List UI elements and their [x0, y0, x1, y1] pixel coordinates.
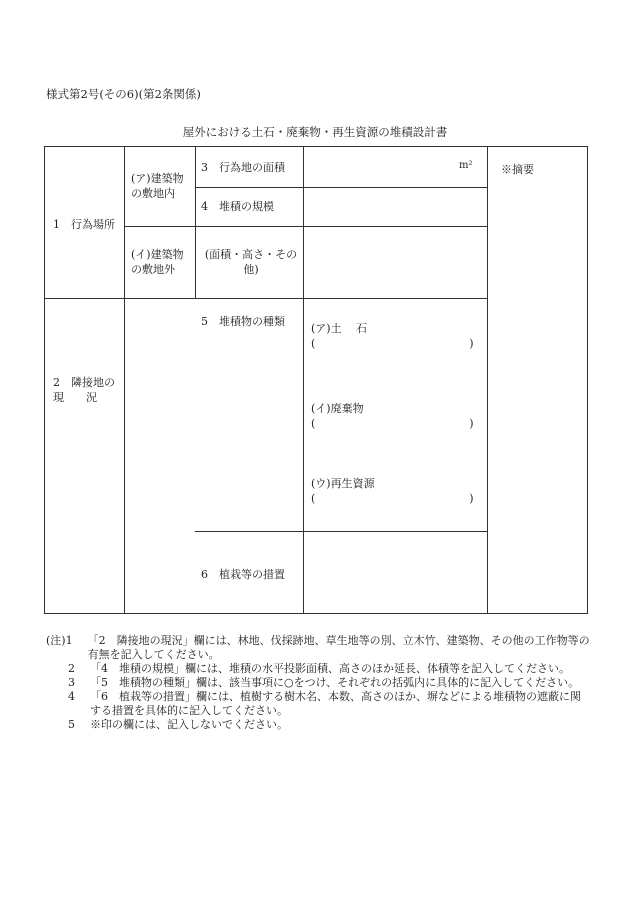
- column-divider: [487, 147, 488, 614]
- inside-site-label: (ア)建築物の敷地内: [131, 172, 184, 200]
- form-number: 様式第2号(その6)(第2条関係): [46, 87, 201, 101]
- note-item: [46, 676, 591, 690]
- material-paren: ( ): [311, 417, 474, 430]
- material-paren: ( ): [311, 492, 474, 505]
- material-label: 5 堆積物の種類: [201, 315, 285, 328]
- outside-site-label: (イ)建築物の敷地外: [131, 248, 184, 276]
- scale-note: (面積・高さ・その他): [204, 248, 298, 276]
- column-divider: [195, 147, 196, 299]
- row-divider: [45, 298, 487, 299]
- material-name: (ア)土 石: [311, 322, 368, 335]
- note-number: 3: [68, 676, 75, 689]
- adjacent-land-label: 2 隣接地の現 況: [53, 376, 115, 404]
- area-unit: m²: [459, 160, 473, 171]
- row-divider: [124, 226, 195, 227]
- note-number: 2: [68, 662, 75, 675]
- note-item: [46, 718, 591, 732]
- note-number: 5: [68, 718, 75, 731]
- area-label: 3 行為地の面積: [201, 161, 285, 174]
- notes-section: [46, 634, 591, 732]
- note-number: 1: [65, 634, 73, 647]
- note-item: [46, 662, 591, 676]
- material-name: (ウ)再生資源: [311, 477, 375, 490]
- row-divider: [195, 226, 487, 227]
- planting-label: 6 植栽等の措置: [201, 568, 285, 581]
- note-text: 「5 堆積物の種類」欄は、該当事項に○をつけ、それぞれの括弧内に具体的に記入してください。: [90, 676, 580, 689]
- row-divider: [195, 187, 487, 188]
- row-divider: [195, 531, 487, 532]
- note-text: 「6 植栽等の措置」欄には、植樹する樹木名、本数、高さのほか、塀などによる堆積物の遮蔽に関する措置を具体的に記入してください。: [90, 690, 581, 717]
- material-paren: ( ): [311, 337, 474, 350]
- note-number: 4: [68, 690, 75, 703]
- material-item: [311, 321, 474, 351]
- material-name: (イ)廃棄物: [311, 402, 364, 415]
- note-item: [46, 634, 591, 662]
- notes-prefix: (注): [46, 634, 66, 647]
- location-label: 1 行為場所: [53, 218, 115, 231]
- note-text: 「4 堆積の規模」欄には、堆積の水平投影面積、高さのほか延長、体積等を記入してください。: [90, 662, 570, 675]
- column-divider: [124, 147, 125, 614]
- note-text: 「2 隣接地の現況」欄には、林地、伐採跡地、草生地等の別、立木竹、建築物、その他の工作物等の有無を記入してください。: [87, 634, 590, 661]
- note-text: ※印の欄には、記入しないでください。: [90, 718, 288, 731]
- scale-label: 4 堆積の規模: [201, 200, 274, 213]
- material-item: [311, 401, 474, 431]
- memo-label: ※摘要: [501, 163, 534, 176]
- note-item: [46, 690, 591, 718]
- document-title: 屋外における土石・廃棄物・再生資源の堆積設計書: [182, 125, 448, 139]
- design-table: [44, 146, 588, 614]
- column-divider: [303, 299, 304, 614]
- material-item: [311, 476, 474, 506]
